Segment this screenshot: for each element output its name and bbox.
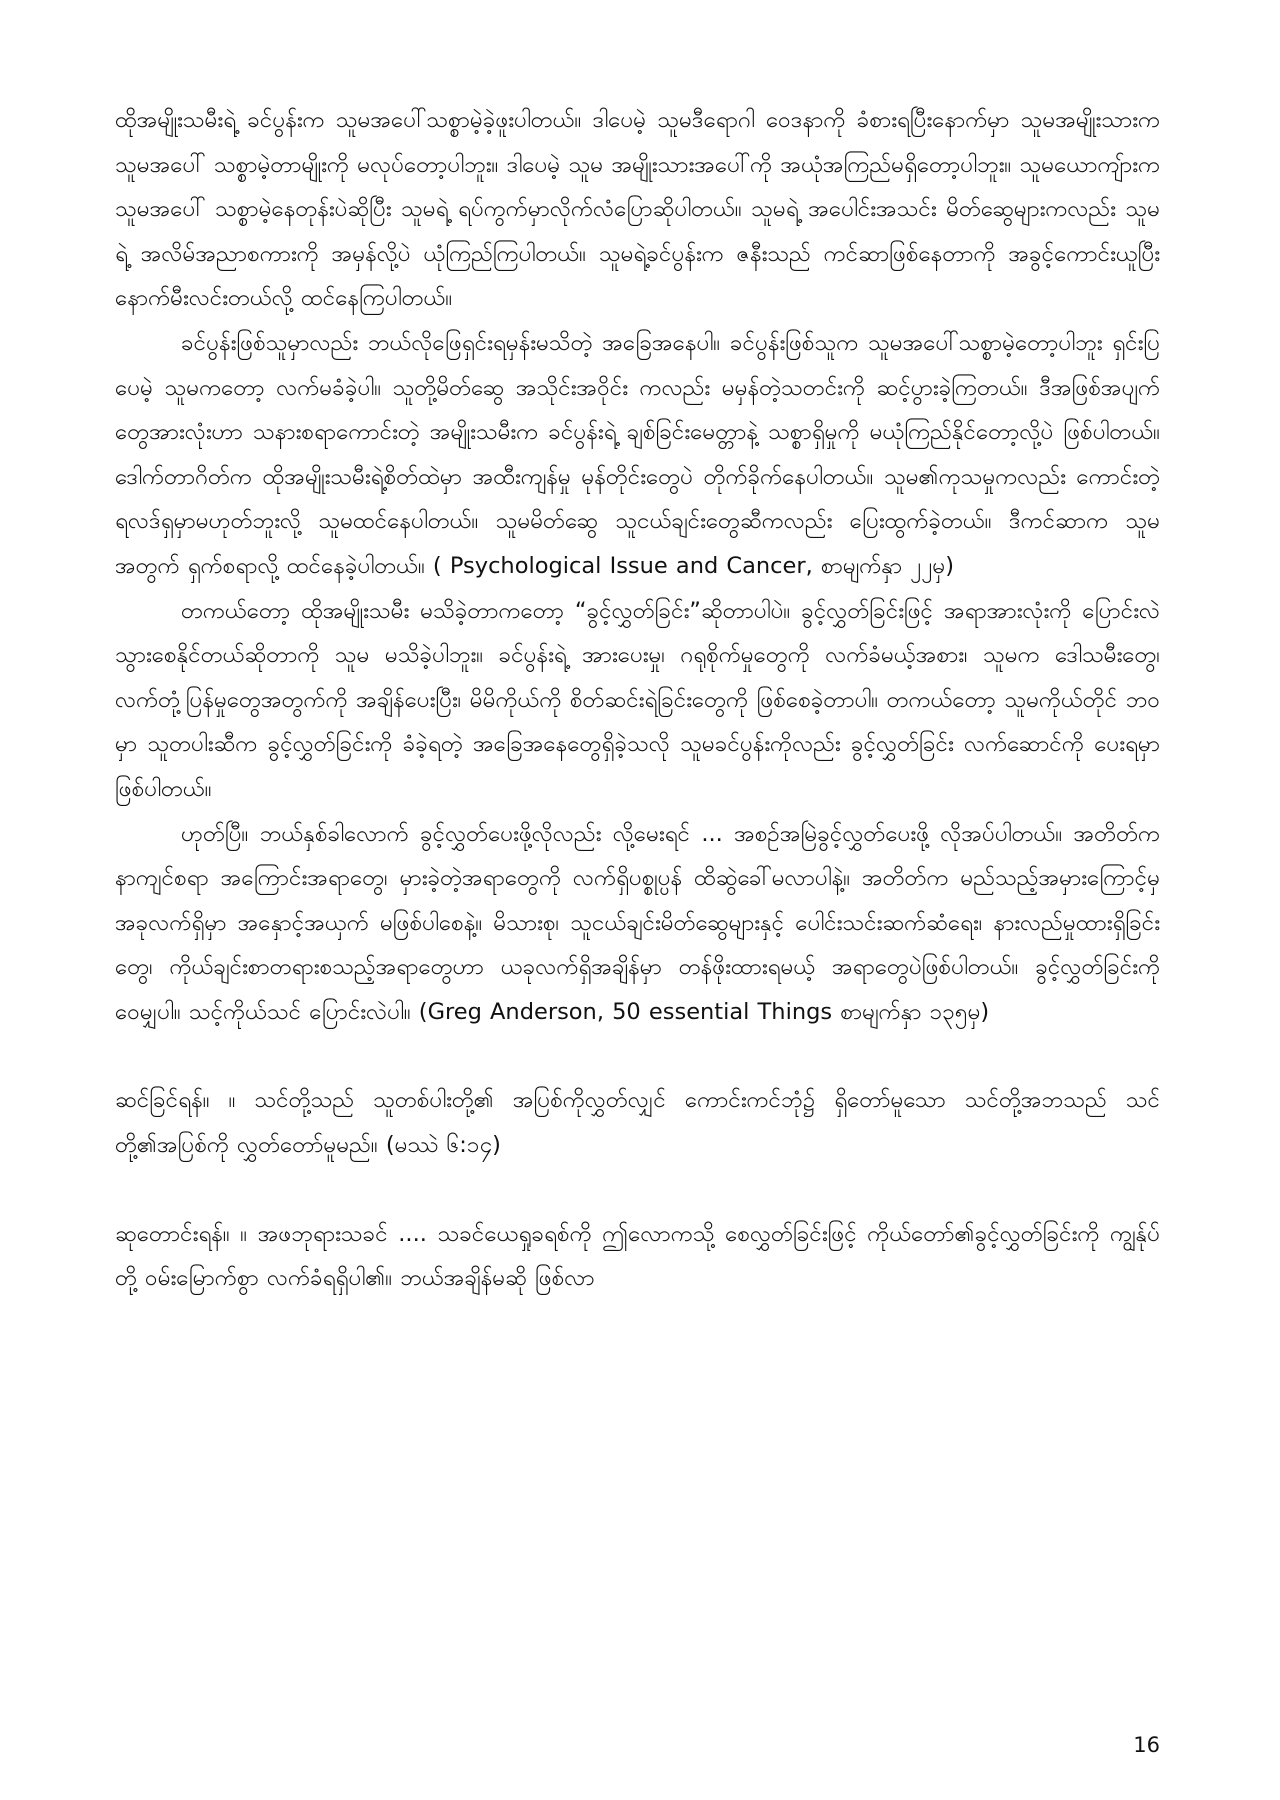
- section-gap: [115, 1034, 1160, 1078]
- paragraph-2: ခင်ပွန်းဖြစ်သူမှာလည်း ဘယ်လိုဖြေရှင်းရမှန်းမသိတဲ့ အခြေအနေပါ။ ခင်ပွန်းဖြစ်သူက သူမအပေါ်သစ္စာမဲ့တော့ပါဘူး ရှင်းပြပေမဲ့ သူမကတော့ လက်မခံခဲ့ပါ။ သူတို့မိတ်ဆွေ အသိုင်းအဝိုင်း ကလည်း မမှန်တဲ့သတင်းကို ဆင့်ပွားခဲ့ကြတယ်။ ဒီအဖြစ်အပျက်တွေအားလုံးဟာ သနားစရာကောင်းတဲ့ အမျိုးသမီးက ခင်ပွန်းရဲ့ ချစ်ခြင်းမေတ္တာနဲ့ သစ္စာရှိမှုကို မယုံကြည်နိုင်တော့လို့ပဲ ဖြစ်ပါတယ်။ ဒေါက်တာဂိတ်က ထိုအမျိုးသမီးရဲ့စိတ်ထဲမှာ အထီးကျန်မှု မုန်တိုင်းတွေပဲ တိုက်ခိုက်နေပါတယ်။ သူမ၏ကုသမှုကလည်း ကောင်းတဲ့ရလဒ်ရှမှာမဟုတ်ဘူးလို့ သူမထင်နေပါတယ်။ သူမမိတ်ဆွေ သူငယ်ချင်းတွေဆီကလည်း ပြေးထွက်ခဲ့တယ်။ ဒီကင်ဆာက သူမအတွက် ရှက်စရာလို့ ထင်နေခဲ့ပါတယ်။ ( Psychological Issue and Cancer, စာမျက်နှာ ၂၂မှ): [115, 329, 1160, 579]
- paragraph-4: ဟုတ်ပြီ။ ဘယ်နှစ်ခါလောက် ခွင့်လွှတ်ပေးဖို့လိုလည်း လို့မေးရင် ... အစဉ်အမြဲခွင့်လွှတ်ပေးဖို့ လိုအပ်ပါတယ်။ အတိတ်က နာကျင်စရာ အကြောင်းအရာတွေ၊ မှားခဲ့တဲ့အရာတွေကို လက်ရှိပစ္စုပ္ပန် ထိဆွဲခေါ်မလာပါနဲ့။ အတိတ်က မည်သည့်အမှားကြောင့်မှ အခုလက်ရှိမှာ အနှောင့်အယှက် မဖြစ်ပါစေနဲ့။ မိသားစု၊ သူငယ်ချင်းမိတ်ဆွေများနှင့် ပေါင်းသင်းဆက်ဆံရေး၊ နားလည်မှုထားရှိခြင်းတွေ၊ ကိုယ်ချင်းစာတရားစသည့်အရာတွေဟာ ယခုလက်ရှိအချိန်မှာ တန်ဖိုးထားရမယ့် အရာတွေပဲဖြစ်ပါတယ်။ ခွင့်လွှတ်ခြင်းကို ဝေမျှပါ။ သင့်ကိုယ်သင် ပြောင်းလဲပါ။ (Greg Anderson, 50 essential Things စာမျက်နှာ ၁၃၅မှ): [115, 820, 1160, 1025]
- page-number: 16: [1133, 1733, 1160, 1757]
- paragraph-1: ထိုအမျိုးသမီးရဲ့ ခင်ပွန်းက သူမအပေါ်သစ္စာမဲ့ခဲ့ဖူးပါတယ်။ ဒါပေမဲ့ သူမဒီရောဂါ ဝေဒနာကို ခံစားရပြီးနောက်မှာ သူမအမျိုးသားက သူမအပေါ် သစ္စာမဲ့တာမျိုးကို မလုပ်တော့ပါဘူး။ ဒါပေမဲ့ သူမ အမျိုးသားအပေါ်ကို အယုံအကြည်မရှိတော့ပါဘူး။ သူမယောကျ်ားက သူမအပေါ် သစ္စာမဲ့နေတုန်းပဲဆိုပြီး သူမရဲ့ ရပ်ကွက်မှာလိုက်လံပြောဆိုပါတယ်။ သူမရဲ့ အပေါင်းအသင်း မိတ်ဆွေများကလည်း သူမရဲ့ အလိမ်အညာစကားကို အမှန်လို့ပဲ ယုံကြည်ကြပါတယ်။ သူမရဲ့ခင်ပွန်းက ဇနီးသည် ကင်ဆာဖြစ်နေတာကို အခွင့်ကောင်းယူပြီး နောက်မီးလင်းတယ်လို့ ထင်နေကြပါတယ်။: [115, 107, 1160, 312]
- document-body: [115, 98, 1160, 1301]
- prayer-paragraph: ဆုတောင်းရန်။ ။ အဖဘုရားသခင် .... သခင်ယေရှုခရစ်ကို ဤလောကသို့ စေလွှတ်ခြင်းဖြင့် ကိုယ်တော်၏ခွင့်လွှတ်ခြင်းကို ကျွန်ုပ်တို့ ဝမ်းမြောက်စွာ လက်ခံရရှိပါ၏။ ဘယ်အချိန်မဆို ဖြစ်လာ: [115, 1220, 1160, 1292]
- section-gap: [115, 1168, 1160, 1212]
- paragraph-3: တကယ်တော့ ထိုအမျိုးသမီး မသိခဲ့တာကတော့ “ခွင့်လွှတ်ခြင်း”ဆိုတာပါပဲ။ ခွင့်လွှတ်ခြင်းဖြင့် အရာအားလုံးကို ပြောင်းလဲသွားစေနိုင်တယ်ဆိုတာကို သူမ မသိခဲ့ပါဘူး။ ခင်ပွန်းရဲ့ အားပေးမှု၊ ဂရုစိုက်မှုတွေကို လက်ခံမယ့်အစား၊ သူမက ဒေါသမီးတွေ၊ လက်တုံ့ပြန်မှုတွေအတွက်ကို အချိန်ပေးပြီး၊ မိမိကိုယ်ကို စိတ်ဆင်းရဲခြင်းတွေကို ဖြစ်စေခဲ့တာပါ။ တကယ်တော့ သူမကိုယ်တိုင် ဘဝမှာ သူတပါးဆီက ခွင့်လွှတ်ခြင်းကို ခံခဲ့ရတဲ့ အခြေအနေတွေရှိခဲ့သလို သူမခင်ပွန်းကိုလည်း ခွင့်လွှတ်ခြင်း လက်ဆောင်ကို ပေးရမှာဖြစ်ပါတယ်။: [115, 597, 1160, 802]
- reflection-paragraph: ဆင်ခြင်ရန်။ ။ သင်တို့သည် သူတစ်ပါးတို့၏ အပြစ်ကိုလွှတ်လျှင် ကောင်းကင်ဘုံ၌ ရှိတော်မူသော သင်တို့အဘသည် သင်တို့၏အပြစ်ကို လွှတ်တော်မူမည်။ (မဿဲ ၆:၁၄): [115, 1087, 1160, 1159]
